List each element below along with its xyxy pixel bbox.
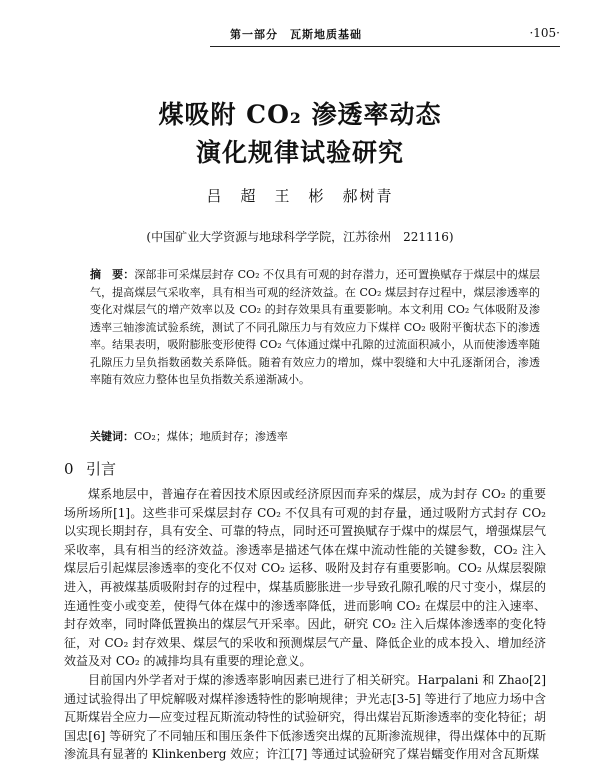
paper-title-line-2: 演化规律试验研究 <box>195 138 404 167</box>
section-number: 0 <box>64 460 74 478</box>
keywords-label: 关键词： <box>90 430 134 443</box>
abstract-label: 摘 要： <box>90 268 135 281</box>
abstract <box>90 266 540 389</box>
author-affiliation: (中国矿业大学资源与地球科学学院，江苏徐州 221116) <box>146 230 454 244</box>
body-text <box>64 485 546 764</box>
keywords <box>90 428 540 444</box>
page-number: ·105· <box>529 26 560 40</box>
header-rule <box>210 46 560 47</box>
body-paragraph-1: 煤系地层中，普遍存在着因技术原因或经济原因而弃采的煤层，成为封存 CO₂ 的重要场所场所[1]。这些非可采煤层封存 CO₂ 不仅具有可观的封存量，通过吸附方式封存 CO₂ 以实现长期封存，具有安全、可靠的特点，同时还可置换赋存于煤中的煤层气，增强煤层气采收率，具有相当的经济效益。渗透率是描述气体在煤中流动性能的关键参数，CO₂ 注入煤层后引起煤层渗透率的变化不仅对 CO₂ 运移、吸附及封存有重要影响。CO₂ 从煤层裂隙进入，再被煤基质吸附封存的过程中，煤基质膨胀进一步导致孔隙孔喉的尺寸变小，煤层的连通性变小或变差，使得气体在煤中的渗透率降低，进而影响 CO₂ 在煤层中的注入速率、封存效率，同时降低置换出的煤层气开采率。因此，研究 CO₂ 注入后煤体渗透率的变化特征，对 CO₂ 封存效果、煤层气的采收和预测煤层气产量、降低企业的成本投入、增加经济效益及对 CO₂ 的减排均具有重要的理论意义。 <box>64 487 546 669</box>
running-header-section: 第一部分 瓦斯地质基础 <box>230 28 362 41</box>
paper-title-line-1: 煤吸附 CO₂ 渗透率动态 <box>158 100 442 129</box>
section-heading-introduction <box>64 458 116 479</box>
abstract-text: 深部非可采煤层封存 CO₂ 不仅具有可观的封存潜力，还可置换赋存于煤层中的煤层气，提高煤层气采收率，具有相当可观的经济效益。在 CO₂ 煤层封存过程中，煤层渗透率的变化对煤层气的增产效率以及 CO₂ 的封存效果具有重要影响。本文利用 CO₂ 气体吸附及渗透率三轴渗流试验系统，测试了不同孔隙压力与有效应力下煤样 CO₂ 吸附平衡状态下的渗透率。结果表明，吸附膨胀变形使得 CO₂ 气体通过煤中孔隙的过流面积减小，从而使渗透率随孔隙压力呈负指数函数关系降低。随着有效应力的增加，煤中裂缝和大中孔逐渐闭合，渗透率随有效应力整体也呈负指数关系递渐减小。 <box>90 268 540 386</box>
author-list: 吕 超 王 彬 郝树青 <box>206 187 394 205</box>
section-title: 引言 <box>86 460 117 478</box>
running-header <box>210 26 560 44</box>
paper-title <box>0 96 600 172</box>
keywords-text: CO₂；煤体；地质封存；渗透率 <box>134 430 288 443</box>
body-paragraph-2: 目前国内外学者对于煤的渗透率影响因素已进行了相关研究。Harpalani 和 Zhao[2] 通过试验得出了甲烷解吸对煤样渗透特性的影响规律；尹光志[3-5] 等进行了地应力场中含瓦斯煤岩全应力—应变过程瓦斯流动特性的试验研究，得出煤岩瓦斯渗透率的变化特征；胡国忠[6] 等研究了不同轴压和围压条件下低渗透突出煤的瓦斯渗流规律，得出煤体中的瓦斯渗流具有显著的 Klinkenberg 效应；许江[7] 等通过试验研究了煤岩蠕变作用对含瓦斯煤 <box>64 672 546 762</box>
